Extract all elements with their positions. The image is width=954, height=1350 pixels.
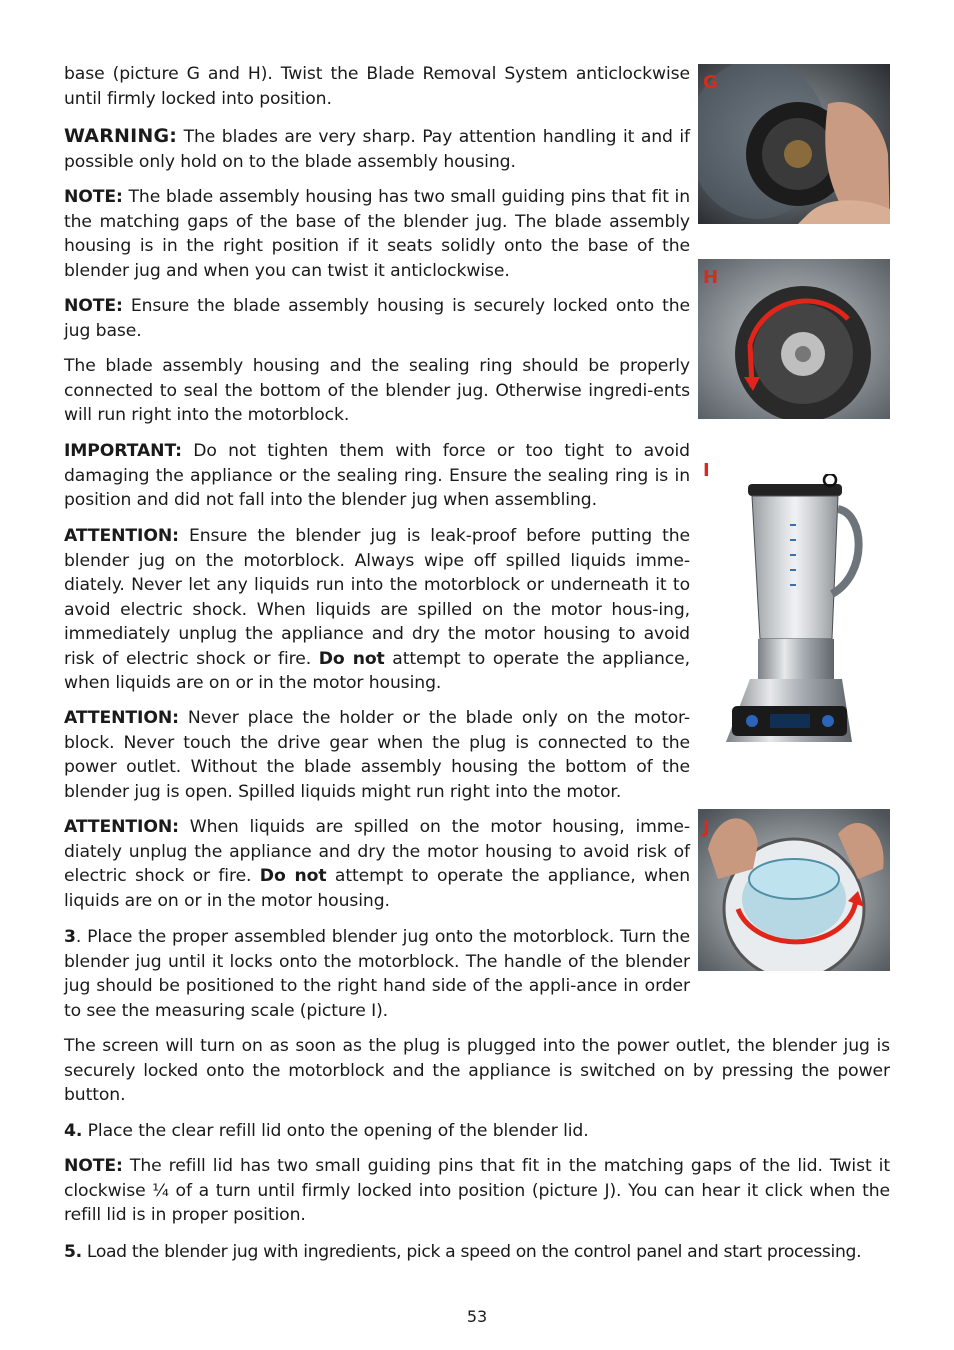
picture-h: [698, 259, 890, 419]
para-note-3: [64, 1154, 890, 1228]
attention-2-text: Never place the holder or the blade only on the motor-block. Never touch the drive gear when the plug is connected to the power outlet. Without the blade assembly housing the bottom of the blender jug is open. Spilled liquids might run right into the motor.: [64, 708, 690, 802]
note-1-text: The blade assembly housing has two small guiding pins that fit in the matching gaps of the base of the blender jug. The blade assembly housing is in the right position if it seats solidly onto the base of the blender jug and when you can twist it anticlockwise.: [64, 187, 690, 281]
para-5: The blade assembly housing and the sealing ring should be properly connected to seal the bottom of the blender jug. Otherwise ingredi-ents will run right into the motorblock.: [64, 356, 690, 425]
attention-1-text-a: Ensure the blender jug is leak-proof before putting the blender jug on the motorblock. Always wipe off spilled liquids imme-diately. Never let any liquids run into the motorblock or underneath it to avoid electric shock. When liquids are spilled on the motor hous-ing, immediately unplug the appliance and dry the motor housing to avoid risk of electric shock or fire.: [64, 526, 690, 669]
picture-g: [698, 64, 890, 224]
picture-j-illustration: [698, 809, 890, 971]
attention-3-text-b: attempt to operate the appliance, when liquids are on or in the motor housing.: [64, 866, 690, 911]
picture-i: [720, 474, 870, 760]
p1-block: [64, 62, 690, 111]
para-note-1: [64, 185, 690, 283]
attention-3-label: ATTENTION:: [64, 817, 179, 837]
attention-1-block: [64, 524, 690, 696]
para-attention-2: [64, 706, 690, 804]
note-2-block: [64, 294, 690, 343]
step-3-label: 3: [64, 927, 76, 947]
picture-g-illustration: [698, 64, 890, 224]
para-attention-3: [64, 815, 690, 913]
p11-block: [64, 1034, 890, 1108]
warning-block: [64, 124, 690, 174]
picture-g-label: G: [703, 72, 718, 93]
step-4-block: [64, 1119, 890, 1144]
note-3-text: The refill lid has two small guiding pins that fit in the matching gaps of the lid. Twist it clockwise ¼ of a turn until firmly locked into position (picture J). You can hear it click when the refill lid is in proper position.: [64, 1156, 890, 1225]
important-label: IMPORTANT:: [64, 441, 182, 461]
note-1-block: [64, 185, 690, 283]
para-step-5: [64, 1240, 890, 1265]
attention-1-bold: Do not: [318, 648, 385, 669]
para-warning: [64, 124, 690, 174]
warning-label: WARNING:: [64, 125, 178, 147]
p5-block: [64, 354, 690, 428]
para-1: base (picture G and H). Twist the Blade Removal System anticlockwise until firmly locked into position.: [64, 64, 690, 109]
picture-j: [698, 809, 890, 971]
para-attention-1: [64, 524, 690, 696]
attention-3-bold: Do not: [259, 866, 327, 886]
step-5-text: Load the blender jug with ingredients, pick a speed on the control panel and start processing.: [81, 1242, 862, 1262]
note-1-label: NOTE:: [64, 187, 123, 207]
important-text: Do not tighten them with force or too tight to avoid damaging the appliance or the sealing ring. Ensure the sealing ring is in position and did not fall into the blender jug when assembling.: [64, 441, 690, 510]
step-3-block: [64, 925, 690, 1023]
step-5-block: [64, 1240, 890, 1265]
step-4-text: Place the clear refill lid onto the opening of the blender lid.: [82, 1121, 589, 1141]
para-11: The screen will turn on as soon as the plug is plugged into the power outlet, the blender jug is securely locked onto the motorblock and the appliance is switched on by pressing the power button.: [64, 1036, 890, 1105]
para-note-2: [64, 294, 690, 343]
important-block: [64, 439, 690, 513]
attention-1-text-b: attempt to operate the appliance, when liquids are on or in the motor housing.: [64, 648, 690, 693]
step-3-text: . Place the proper assembled blender jug onto the motorblock. Turn the blender jug until it locks onto the motorblock. The handle of the blender jug should be positioned to the right hand side of the appli-ance in order to see the measuring scale (picture I).: [64, 927, 690, 1021]
note-3-label: NOTE:: [64, 1156, 123, 1176]
note-3-block: [64, 1154, 890, 1228]
para-important: [64, 439, 690, 513]
attention-2-block: [64, 706, 690, 804]
warning-text: The blades are very sharp. Pay attention handling it and if possible only hold on to the blade assembly housing.: [64, 127, 690, 172]
page-number: 53: [466, 1307, 488, 1326]
picture-h-illustration: [698, 259, 890, 419]
picture-j-label: J: [703, 817, 710, 838]
picture-i-illustration: [720, 474, 870, 760]
picture-i-label: I: [703, 460, 710, 481]
picture-h-label: H: [703, 267, 719, 288]
para-step-4: [64, 1119, 890, 1144]
attention-1-label: ATTENTION:: [64, 526, 179, 546]
step-4-label: 4.: [64, 1121, 83, 1141]
attention-3-text-a: When liquids are spilled on the motor housing, imme-diately unplug the appliance and dry the motor housing to avoid risk of electric shock or fire.: [64, 817, 690, 886]
attention-3-block: [64, 815, 690, 913]
para-step-3: [64, 925, 690, 1023]
note-2-label: NOTE:: [64, 296, 123, 316]
attention-2-label: ATTENTION:: [64, 708, 179, 728]
note-2-text: Ensure the blade assembly housing is securely locked onto the jug base.: [64, 296, 690, 341]
step-5-label: 5.: [64, 1242, 82, 1262]
